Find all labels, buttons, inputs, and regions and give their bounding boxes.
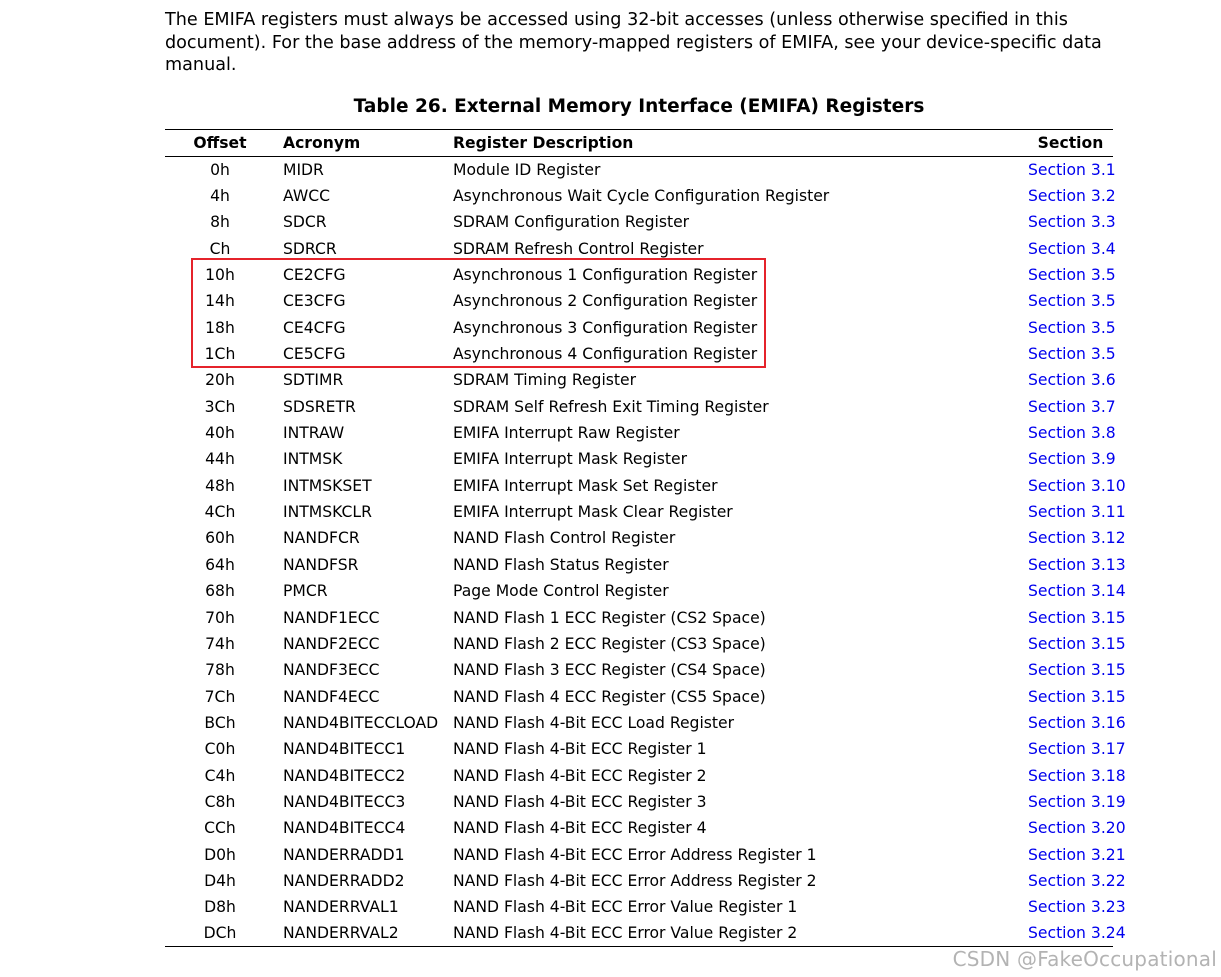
row-description: Asynchronous 4 Configuration Register: [453, 345, 758, 364]
section-link[interactable]: Section 3.5: [1028, 292, 1116, 311]
section-link[interactable]: Section 3.4: [1028, 239, 1116, 258]
row-acronym: NAND4BITECC4: [283, 819, 406, 838]
table-row: [165, 710, 1113, 736]
row-acronym: NANDFCR: [283, 529, 360, 548]
row-acronym: NANDF1ECC: [283, 608, 380, 627]
row-section-cell: [988, 420, 1116, 446]
row-offset: D0h: [204, 845, 236, 864]
row-description: Asynchronous 3 Configuration Register: [453, 318, 758, 337]
row-offset: 7Ch: [204, 687, 236, 706]
row-section-cell: [988, 657, 1126, 683]
section-link[interactable]: Section 3.1: [1028, 160, 1116, 179]
row-section-cell: [988, 578, 1126, 604]
row-acronym: PMCR: [283, 582, 328, 601]
row-offset: 78h: [205, 661, 235, 680]
table-row: [165, 868, 1113, 894]
row-section-cell: [988, 762, 1126, 788]
row-section-cell: [988, 209, 1116, 235]
row-section-cell: [988, 604, 1126, 630]
row-description: SDRAM Timing Register: [453, 371, 637, 390]
registers-table: [165, 129, 1126, 947]
row-description: NAND Flash 4-Bit ECC Error Value Register 2: [452, 920, 988, 946]
row-section-cell: [988, 815, 1126, 841]
row-section-cell: [988, 367, 1116, 393]
row-description: NAND Flash 4-Bit ECC Register 2: [453, 766, 707, 785]
row-acronym: NANDFSR: [283, 555, 359, 574]
section-link[interactable]: Section 3.18: [1028, 766, 1126, 785]
table-row: [165, 341, 1113, 367]
row-section-cell: [988, 183, 1116, 209]
row-section-cell: [988, 736, 1126, 762]
section-link[interactable]: Section 3.5: [1028, 345, 1116, 364]
table-row: [165, 315, 1113, 341]
section-link[interactable]: Section 3.15: [1028, 661, 1126, 680]
row-description: NAND Flash 4 ECC Register (CS5 Space): [453, 687, 766, 706]
table-row: [165, 262, 1113, 288]
section-link[interactable]: Section 3.15: [1028, 634, 1126, 653]
row-acronym: SDCR: [283, 213, 327, 232]
row-acronym: NAND4BITECC1: [283, 740, 406, 759]
row-section-cell: [988, 868, 1126, 894]
section-link[interactable]: Section 3.2: [1028, 187, 1116, 206]
table-row: [165, 499, 1113, 525]
row-description: NAND Flash 1 ECC Register (CS2 Space): [453, 608, 766, 627]
row-offset: 68h: [205, 582, 235, 601]
row-description: NAND Flash 2 ECC Register (CS3 Space): [453, 634, 766, 653]
section-link[interactable]: Section 3.10: [1028, 476, 1126, 495]
table-row: [165, 631, 1113, 657]
row-offset: 40h: [205, 424, 235, 443]
row-section-cell: [988, 157, 1116, 183]
section-link[interactable]: Section 3.24: [1028, 924, 1126, 943]
section-link[interactable]: Section 3.20: [1028, 819, 1126, 838]
section-link[interactable]: Section 3.16: [1028, 713, 1126, 732]
row-description: Asynchronous Wait Cycle Configuration Register: [453, 187, 830, 206]
section-link[interactable]: Section 3.14: [1028, 582, 1126, 601]
section-link[interactable]: Section 3.6: [1028, 371, 1116, 390]
row-offset: D8h: [204, 898, 236, 917]
table-header-row: [165, 130, 1113, 157]
row-section-cell: [988, 552, 1126, 578]
row-acronym: CE5CFG: [283, 345, 346, 364]
table-row: [165, 473, 1113, 499]
row-description: NAND Flash 4-Bit ECC Load Register: [453, 713, 735, 732]
row-section-cell: [988, 499, 1126, 525]
section-link[interactable]: Section 3.23: [1028, 898, 1126, 917]
table-row: [165, 578, 1113, 604]
section-link[interactable]: Section 3.5: [1028, 318, 1116, 337]
row-offset: 4h: [210, 187, 230, 206]
section-link[interactable]: Section 3.21: [1028, 845, 1126, 864]
header-acronym: Acronym: [275, 130, 452, 157]
row-offset: 64h: [205, 555, 235, 574]
table-row: [165, 815, 1113, 841]
row-section-cell: [988, 446, 1116, 472]
table-row: [165, 657, 1113, 683]
row-acronym: NANDF3ECC: [283, 661, 380, 680]
table-body: [165, 157, 1126, 947]
section-link[interactable]: Section 3.8: [1028, 424, 1116, 443]
row-acronym: CE4CFG: [283, 318, 346, 337]
row-section-cell: [988, 288, 1116, 314]
section-link[interactable]: Section 3.15: [1028, 608, 1126, 627]
row-description: SDRAM Refresh Control Register: [453, 239, 704, 258]
row-description: SDRAM Configuration Register: [453, 213, 690, 232]
table-row: [165, 394, 1113, 420]
section-link[interactable]: Section 3.11: [1028, 503, 1126, 522]
row-section-cell: [988, 789, 1126, 815]
row-offset: 74h: [205, 634, 235, 653]
row-description: NAND Flash 4-Bit ECC Register 3: [453, 792, 707, 811]
table-row: [165, 683, 1113, 709]
row-offset: DCh: [165, 920, 275, 946]
row-offset: 14h: [205, 292, 235, 311]
row-acronym: CE3CFG: [283, 292, 346, 311]
row-acronym: SDSRETR: [283, 397, 356, 416]
row-description: Page Mode Control Register: [453, 582, 669, 601]
row-description: NAND Flash Status Register: [453, 555, 669, 574]
row-section-cell: [988, 841, 1126, 867]
row-section-cell: [988, 473, 1126, 499]
table-row: [165, 894, 1113, 920]
section-link[interactable]: Section 3.5: [1028, 266, 1116, 285]
row-acronym: NAND4BITECC3: [283, 792, 406, 811]
row-section-cell: [988, 262, 1116, 288]
row-acronym: NANDF4ECC: [283, 687, 380, 706]
row-description: NAND Flash 4-Bit ECC Error Address Register 2: [453, 871, 817, 890]
row-description: EMIFA Interrupt Mask Set Register: [453, 476, 718, 495]
table-row: [165, 525, 1113, 551]
row-section-cell: [988, 341, 1116, 367]
row-acronym: NANDERRVAL1: [283, 898, 399, 917]
row-section-cell: [988, 683, 1126, 709]
row-section-cell: [988, 525, 1126, 551]
table-row: [165, 604, 1113, 630]
row-section-cell: [988, 920, 1126, 946]
row-offset: BCh: [204, 713, 236, 732]
row-offset: 0h: [210, 160, 230, 179]
row-acronym: NANDERRADD1: [283, 845, 405, 864]
intro-paragraph: The EMIFA registers must always be accessed using 32-bit accesses (unless otherwise specified in this document). For the base address of the memory-mapped registers of EMIFA, see your device-specific data manual.: [165, 10, 1102, 76]
row-offset: 44h: [205, 450, 235, 469]
row-offset: C0h: [204, 740, 236, 759]
section-link[interactable]: Section 3.22: [1028, 871, 1126, 890]
table-row: [165, 288, 1113, 314]
table-row: [165, 420, 1113, 446]
table-row: [165, 920, 1113, 946]
row-acronym: NAND4BITECCLOAD: [283, 713, 439, 732]
row-acronym: SDTIMR: [283, 371, 344, 390]
table-row: [165, 762, 1113, 788]
row-description: EMIFA Interrupt Raw Register: [453, 424, 680, 443]
row-offset: 8h: [210, 213, 230, 232]
row-acronym: NANDERRVAL2: [275, 920, 452, 946]
row-section-cell: [988, 394, 1116, 420]
section-link[interactable]: Section 3.15: [1028, 687, 1126, 706]
watermark: CSDN @FakeOccupational: [952, 947, 1217, 971]
header-description: Register Description: [452, 130, 988, 157]
table-row: [165, 236, 1113, 262]
row-section-cell: [988, 315, 1116, 341]
table-row: [165, 789, 1113, 815]
row-description: Asynchronous 1 Configuration Register: [453, 266, 758, 285]
row-acronym: CE2CFG: [283, 266, 346, 285]
row-section-cell: [988, 894, 1126, 920]
row-acronym: INTMSKCLR: [283, 503, 372, 522]
row-offset: 18h: [205, 318, 235, 337]
row-description: NAND Flash Control Register: [453, 529, 676, 548]
row-acronym: SDRCR: [283, 239, 337, 258]
row-section-cell: [988, 631, 1126, 657]
section-link[interactable]: Section 3.7: [1028, 397, 1116, 416]
row-description: NAND Flash 4-Bit ECC Error Value Register 1: [453, 898, 798, 917]
row-offset: 1Ch: [204, 345, 236, 364]
row-acronym: AWCC: [283, 187, 331, 206]
row-description: EMIFA Interrupt Mask Register: [453, 450, 687, 469]
row-description: SDRAM Self Refresh Exit Timing Register: [453, 397, 769, 416]
row-offset: C4h: [204, 766, 236, 785]
row-offset: Ch: [209, 239, 231, 258]
section-link[interactable]: Section 3.3: [1028, 213, 1116, 232]
row-section-cell: [988, 236, 1116, 262]
row-offset: C8h: [204, 792, 236, 811]
table-row: [165, 183, 1113, 209]
row-offset: 4Ch: [204, 503, 236, 522]
table-row: [165, 736, 1113, 762]
row-description: Asynchronous 2 Configuration Register: [453, 292, 758, 311]
row-description: NAND Flash 3 ECC Register (CS4 Space): [453, 661, 766, 680]
table-row: [165, 552, 1113, 578]
row-offset: 20h: [205, 371, 235, 390]
row-description: NAND Flash 4-Bit ECC Error Address Register 1: [453, 845, 817, 864]
section-link[interactable]: Section 3.17: [1028, 740, 1126, 759]
row-acronym: INTRAW: [283, 424, 345, 443]
row-offset: 60h: [205, 529, 235, 548]
row-acronym: MIDR: [283, 160, 324, 179]
row-section-cell: [988, 710, 1126, 736]
table-row: [165, 841, 1113, 867]
row-offset: 10h: [205, 266, 235, 285]
row-description: Module ID Register: [453, 160, 601, 179]
section-link[interactable]: Section 3.9: [1028, 450, 1116, 469]
section-link[interactable]: Section 3.19: [1028, 792, 1126, 811]
row-offset: D4h: [204, 871, 236, 890]
table-caption: Table 26. External Memory Interface (EMIFA) Registers: [353, 96, 925, 117]
row-acronym: NANDF2ECC: [283, 634, 380, 653]
row-acronym: NANDERRADD2: [283, 871, 405, 890]
row-acronym: NAND4BITECC2: [283, 766, 406, 785]
row-offset: CCh: [204, 819, 236, 838]
table-row: [165, 446, 1113, 472]
section-link[interactable]: Section 3.13: [1028, 555, 1126, 574]
table-row: [165, 157, 1113, 183]
header-section: Section: [988, 130, 1113, 157]
row-description: NAND Flash 4-Bit ECC Register 1: [453, 740, 707, 759]
table-row: [165, 367, 1113, 393]
row-offset: 70h: [205, 608, 235, 627]
table-row: [165, 209, 1113, 235]
row-description: EMIFA Interrupt Mask Clear Register: [453, 503, 733, 522]
row-description: NAND Flash 4-Bit ECC Register 4: [453, 819, 707, 838]
row-offset: 3Ch: [204, 397, 236, 416]
row-offset: 48h: [205, 476, 235, 495]
section-link[interactable]: Section 3.12: [1028, 529, 1126, 548]
row-acronym: INTMSKSET: [283, 476, 372, 495]
row-acronym: INTMSK: [283, 450, 343, 469]
header-offset: Offset: [165, 130, 275, 157]
